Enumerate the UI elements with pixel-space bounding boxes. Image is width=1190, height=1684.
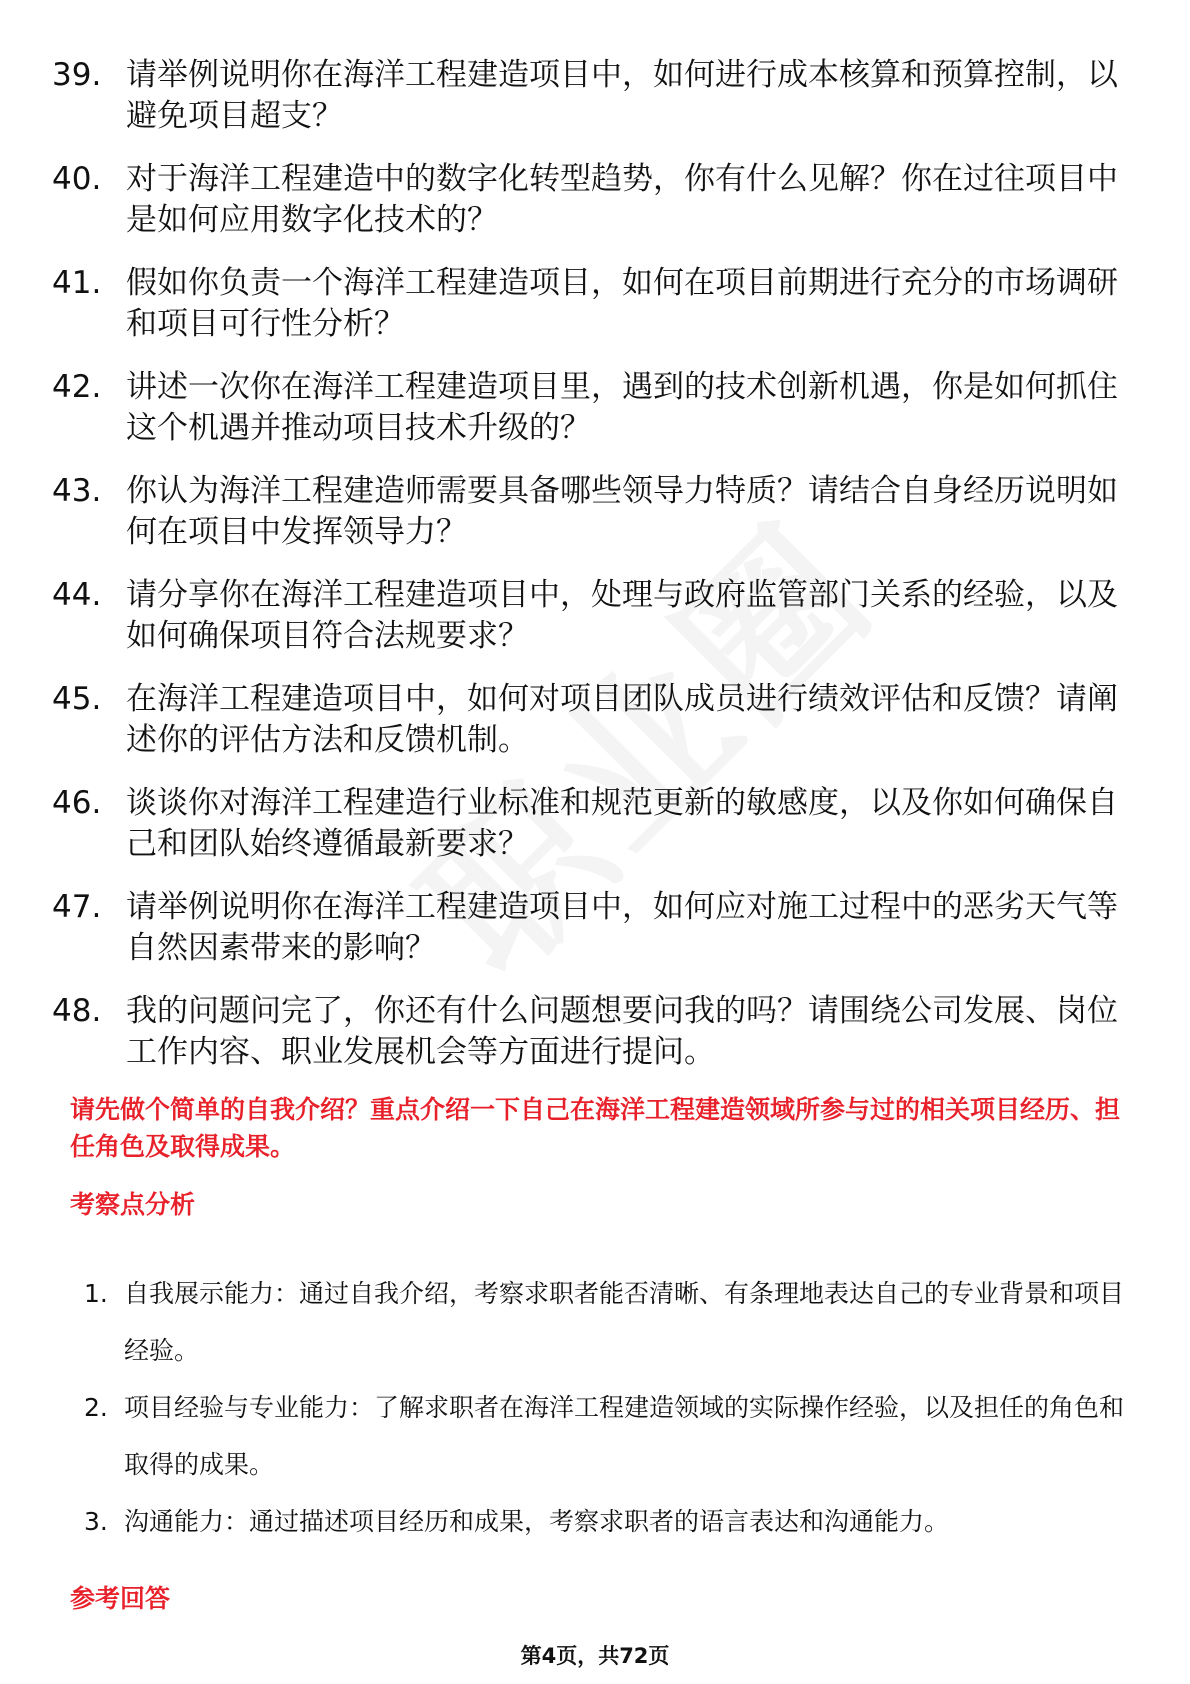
- question-item: [52, 575, 1132, 657]
- analysis-text: 自我展示能力：通过自我介绍，考察求职者能否清晰、有条理地表达自己的专业背景和项目经验。: [124, 1279, 1125, 1365]
- question-number: 41.: [52, 265, 102, 301]
- question-list: [52, 55, 1132, 1095]
- question-item: [52, 55, 1132, 137]
- question-text: 谈谈你对海洋工程建造行业标准和规范更新的敏感度，以及你如何确保自己和团队始终遵循最新要求？: [126, 785, 1118, 862]
- question-number: 44.: [52, 577, 102, 613]
- analysis-item: [84, 1265, 1130, 1379]
- question-number: 46.: [52, 785, 102, 821]
- analysis-number: 3.: [84, 1507, 108, 1536]
- question-text: 我的问题问完了，你还有什么问题想要问我的吗？请围绕公司发展、岗位工作内容、职业发展机会等方面进行提问。: [126, 993, 1118, 1070]
- question-number: 42.: [52, 369, 102, 405]
- question-item: [52, 471, 1132, 553]
- question-text: 假如你负责一个海洋工程建造项目，如何在项目前期进行充分的市场调研和项目可行性分析？: [126, 265, 1118, 342]
- answer-title: 参考回答: [70, 1584, 171, 1613]
- question-item: [52, 159, 1132, 241]
- question-number: 43.: [52, 473, 102, 509]
- question-item: [52, 991, 1132, 1073]
- question-number: 47.: [52, 889, 102, 925]
- question-number: 45.: [52, 681, 102, 717]
- question-text: 讲述一次你在海洋工程建造项目里，遇到的技术创新机遇，你是如何抓住这个机遇并推动项目技术升级的？: [126, 369, 1118, 446]
- question-text: 请分享你在海洋工程建造项目中，处理与政府监管部门关系的经验，以及如何确保项目符合法规要求？: [126, 577, 1118, 654]
- analysis-number: 2.: [84, 1393, 108, 1422]
- question-number: 39.: [52, 57, 102, 93]
- question-text: 在海洋工程建造项目中，如何对项目团队成员进行绩效评估和反馈？请阐述你的评估方法和反馈机制。: [126, 681, 1118, 758]
- question-text: 你认为海洋工程建造师需要具备哪些领导力特质？请结合自身经历说明如何在项目中发挥领导力？: [126, 473, 1118, 550]
- question-item: [52, 263, 1132, 345]
- question-item: [52, 783, 1132, 865]
- question-item: [52, 679, 1132, 761]
- highlight-question: 请先做个简单的自我介绍？重点介绍一下自己在海洋工程建造领域所参与过的相关项目经历、担任角色及取得成果。: [70, 1095, 1121, 1161]
- analysis-text: 沟通能力：通过描述项目经历和成果，考察求职者的语言表达和沟通能力。: [124, 1507, 950, 1536]
- analysis-item: [84, 1379, 1130, 1493]
- page-footer: 第4页，共72页: [520, 1644, 670, 1668]
- question-item: [52, 887, 1132, 969]
- analysis-list: [84, 1265, 1130, 1550]
- question-text: 对于海洋工程建造中的数字化转型趋势，你有什么见解？你在过往项目中是如何应用数字化技术的？: [126, 161, 1118, 238]
- question-number: 48.: [52, 993, 102, 1029]
- question-item: [52, 367, 1132, 449]
- question-number: 40.: [52, 161, 102, 197]
- analysis-title: 考察点分析: [70, 1190, 196, 1219]
- analysis-number: 1.: [84, 1279, 108, 1308]
- question-text: 请举例说明你在海洋工程建造项目中，如何应对施工过程中的恶劣天气等自然因素带来的影响？: [126, 889, 1118, 966]
- analysis-item: [84, 1493, 1130, 1550]
- analysis-text: 项目经验与专业能力：了解求职者在海洋工程建造领域的实际操作经验，以及担任的角色和取得的成果。: [124, 1393, 1125, 1479]
- question-text: 请举例说明你在海洋工程建造项目中，如何进行成本核算和预算控制，以避免项目超支？: [126, 57, 1118, 134]
